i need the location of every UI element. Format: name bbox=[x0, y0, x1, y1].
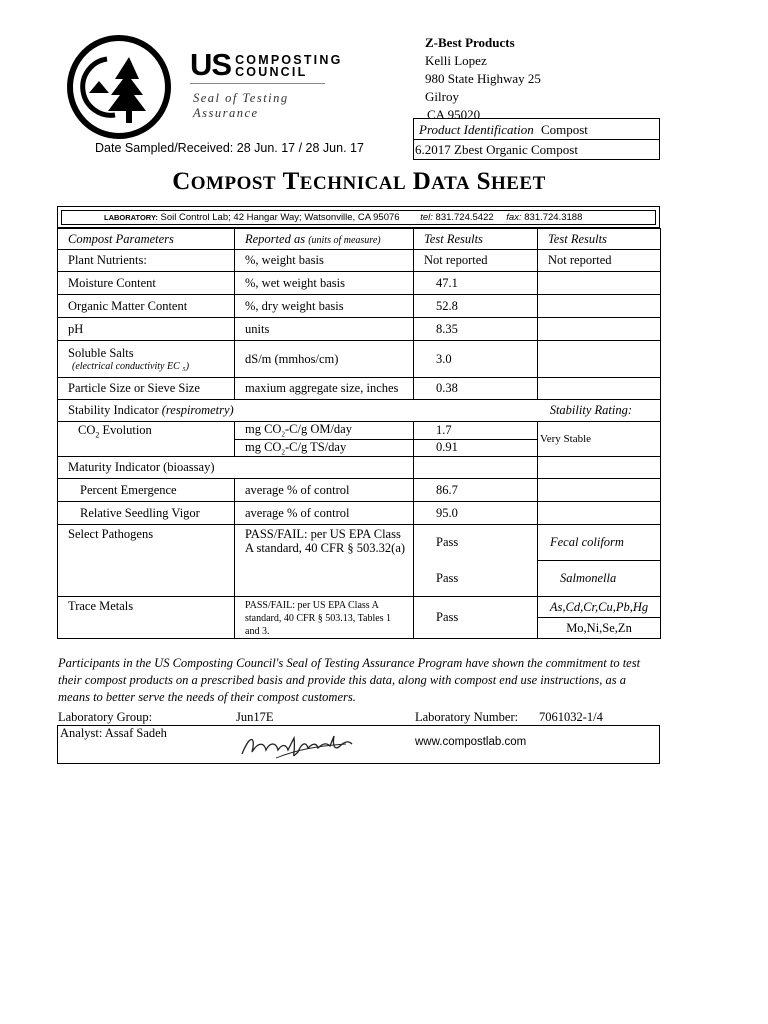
header-param: Compost Parameters bbox=[58, 229, 235, 250]
title-letters: ATA bbox=[431, 173, 471, 194]
header-results2: Test Results bbox=[538, 229, 661, 250]
table-header-row bbox=[58, 229, 661, 250]
param-cell: Maturity Indicator (bioassay) bbox=[58, 457, 414, 479]
param-cell: Relative Seedling Vigor bbox=[58, 502, 235, 525]
logo-us: US bbox=[190, 47, 232, 82]
analyst-box bbox=[57, 725, 660, 764]
result-cell: Not reported bbox=[414, 250, 538, 272]
title-letters: D bbox=[412, 168, 432, 195]
product-id-label: Product Identification bbox=[419, 122, 534, 137]
header-results1: Test Results bbox=[414, 229, 538, 250]
header-reported: Reported as (units of measure) bbox=[235, 229, 414, 250]
param-cell: Particle Size or Sieve Size bbox=[58, 378, 235, 400]
param-cell: Organic Matter Content bbox=[58, 295, 235, 318]
customer-state-zip: CA 95020 bbox=[427, 107, 481, 122]
lab-label: LABORATORY: bbox=[104, 213, 158, 222]
row-stability bbox=[58, 400, 661, 422]
result2-cell bbox=[538, 295, 661, 318]
result-cell: Pass bbox=[414, 561, 538, 597]
row-soluble-salts bbox=[58, 341, 661, 378]
row-pathogens-fecal bbox=[58, 525, 661, 561]
product-name-box bbox=[413, 139, 660, 160]
param-cell: Stability Indicator (respirometry) bbox=[58, 400, 538, 422]
result2-cell bbox=[538, 502, 661, 525]
result2-cell bbox=[538, 341, 661, 378]
title-letters: OMPOST bbox=[190, 173, 277, 194]
result-cell: Pass bbox=[414, 597, 538, 639]
lab-tel: 831.724.5422 bbox=[435, 212, 494, 223]
participants-statement: Participants in the US Composting Council's Seal of Testing Assurance Program have shown the commitment to test their compost products on a prescribed basis and provide this data, along with compost end use instructions, as a means to better serve the needs of their compost customers. bbox=[58, 656, 641, 704]
lab-tel-label: tel: bbox=[420, 212, 433, 223]
row-plant-nutrients bbox=[58, 250, 661, 272]
title-letters: T bbox=[282, 168, 300, 195]
page-title bbox=[0, 168, 718, 196]
result2-cell bbox=[538, 272, 661, 295]
row-trace-metals-1 bbox=[58, 597, 661, 618]
result2-cell: Not reported bbox=[538, 250, 661, 272]
lab-group-label: Laboratory Group: bbox=[58, 710, 153, 724]
product-type: Compost bbox=[540, 122, 588, 137]
result-cell: 47.1 bbox=[414, 272, 538, 295]
lab-website[interactable]: www.compostlab.com bbox=[415, 736, 527, 748]
param-cell: Percent Emergence bbox=[58, 479, 235, 502]
result-cell bbox=[414, 457, 538, 479]
unit-cell: average % of control bbox=[235, 479, 414, 502]
unit-cell: average % of control bbox=[235, 502, 414, 525]
param-cell: Soluble Salts (electrical conductivity EC ₅) bbox=[58, 341, 235, 378]
row-maturity bbox=[58, 457, 661, 479]
lab-address: Soil Control Lab; 42 Hangar Way; Watsonville, CA 95076 bbox=[160, 212, 400, 223]
row-moisture bbox=[58, 272, 661, 295]
metals-group-1: As,Cd,Cr,Cu,Pb,Hg bbox=[538, 597, 661, 618]
unit-cell: %, dry weight basis bbox=[235, 295, 414, 318]
result-cell: 95.0 bbox=[414, 502, 538, 525]
row-organic-matter bbox=[58, 295, 661, 318]
result-cell: 3.0 bbox=[414, 341, 538, 378]
unit-cell: %, weight basis bbox=[235, 250, 414, 272]
unit-cell: dS/m (mmhos/cm) bbox=[235, 341, 414, 378]
unit-cell: mg $CO_2-C/g$ OM/day bbox=[235, 422, 414, 440]
lab-number: 7061032-1/4 bbox=[539, 710, 603, 724]
unit-cell: mg $CO_2-C/g$ TS/day bbox=[235, 439, 414, 457]
logo-divider bbox=[190, 83, 325, 84]
result-cell: 1.7 bbox=[414, 422, 538, 440]
pathogen-name: Fecal coliform bbox=[538, 525, 661, 561]
logo-composting: COMPOSTING bbox=[235, 53, 343, 67]
logo-seal-line1: Seal of Testing bbox=[193, 91, 289, 105]
lab-number-label: Laboratory Number: bbox=[415, 710, 519, 724]
title-letters: C bbox=[172, 168, 191, 195]
result-cell: Pass bbox=[414, 525, 538, 561]
row-seedling-vigor bbox=[58, 502, 661, 525]
product-id-box bbox=[413, 118, 660, 140]
metals-group-2: Mo,Ni,Se,Zn bbox=[538, 618, 661, 639]
laboratory-bar bbox=[57, 206, 660, 228]
customer-street: 980 State Highway 25 bbox=[425, 71, 541, 86]
param-cell: Plant Nutrients: bbox=[58, 250, 235, 272]
row-emergence bbox=[58, 479, 661, 502]
result-cell: 0.91 bbox=[414, 439, 538, 457]
customer-company: Z-Best Products bbox=[425, 35, 515, 50]
pathogen-name: Salmonella bbox=[538, 561, 661, 597]
row-co2-om bbox=[58, 422, 661, 440]
param-cell: $CO_2$ Evolution bbox=[58, 422, 235, 457]
unit-cell: PASS/FAIL: per US EPA Class A standard, 40 CFR § 503.32(a) bbox=[235, 525, 414, 597]
results-table bbox=[57, 228, 661, 639]
result2-cell bbox=[538, 318, 661, 341]
result2-cell bbox=[538, 378, 661, 400]
customer-address bbox=[425, 34, 541, 124]
stability-rating-label: Stability Rating: bbox=[538, 400, 661, 422]
lab-fax: 831.724.3188 bbox=[524, 212, 583, 223]
unit-cell: %, wet weight basis bbox=[235, 272, 414, 295]
result-cell: 8.35 bbox=[414, 318, 538, 341]
row-particle-size bbox=[58, 378, 661, 400]
uscc-seal-logo bbox=[67, 35, 171, 139]
result-cell: 0.38 bbox=[414, 378, 538, 400]
lab-group: Jun17E bbox=[236, 710, 274, 724]
date-sampled: Date Sampled/Received: 28 Jun. 17 / 28 Jun. 17 bbox=[95, 141, 364, 155]
result-cell: 86.7 bbox=[414, 479, 538, 502]
stability-rating: Very Stable bbox=[538, 422, 661, 457]
title-letters: HEET bbox=[490, 173, 546, 194]
param-cell: Moisture Content bbox=[58, 272, 235, 295]
param-cell: Trace Metals bbox=[58, 597, 235, 639]
lab-fax-label: fax: bbox=[506, 212, 522, 223]
analyst-name: Analyst: Assaf Sadeh bbox=[60, 726, 167, 740]
logo-seal-line2: Assurance bbox=[193, 106, 259, 120]
product-name: 6.2017 Zbest Organic Compost bbox=[415, 142, 578, 157]
result2-cell bbox=[538, 457, 661, 479]
param-cell: Select Pathogens bbox=[58, 525, 235, 597]
unit-cell: maxium aggregate size, inches bbox=[235, 378, 414, 400]
param-cell: pH bbox=[58, 318, 235, 341]
customer-city: Gilroy bbox=[425, 89, 459, 104]
customer-contact: Kelli Lopez bbox=[425, 53, 487, 68]
analyst-signature bbox=[236, 728, 356, 762]
unit-cell: units bbox=[235, 318, 414, 341]
title-letters: ECHNICAL bbox=[299, 173, 407, 194]
result2-cell bbox=[538, 479, 661, 502]
title-letters: S bbox=[476, 168, 491, 195]
row-ph bbox=[58, 318, 661, 341]
unit-cell: PASS/FAIL: per US EPA Class A standard, 40 CFR § 503.13, Tables 1 and 3. bbox=[235, 597, 414, 639]
result-cell: 52.8 bbox=[414, 295, 538, 318]
logo-council: COUNCIL bbox=[235, 65, 308, 79]
uscc-wordmark bbox=[190, 47, 343, 82]
